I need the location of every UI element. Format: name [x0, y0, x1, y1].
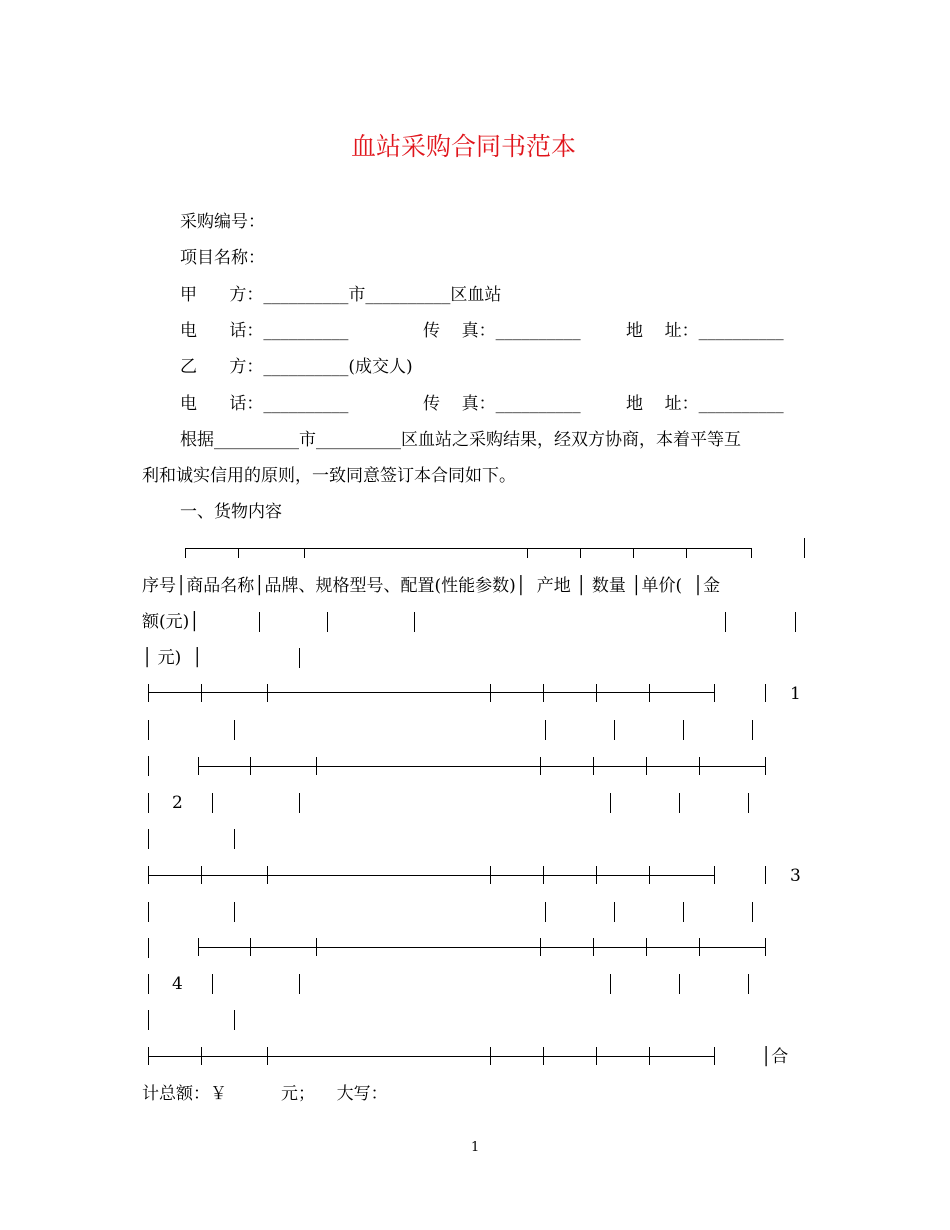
- table-rule: [148, 692, 714, 693]
- table-tick: [198, 938, 199, 956]
- table-tick: [198, 757, 199, 775]
- table-cell-divider: [683, 902, 684, 922]
- party-a-address: 地 址：__________: [626, 321, 784, 341]
- table-tick: [238, 548, 239, 558]
- table-tick: [649, 1047, 650, 1065]
- table-tick: [490, 1047, 491, 1065]
- table-total-tail: │合: [761, 1047, 789, 1067]
- table-cell-divider: [414, 612, 415, 632]
- table-cell-divider: [752, 902, 753, 922]
- table-tick: [267, 866, 268, 884]
- table-cell-divider: [610, 793, 611, 813]
- table-tick: [596, 866, 597, 884]
- table-cell-divider: [148, 902, 149, 922]
- table-tick: [250, 757, 251, 775]
- table-cell-divider: [259, 612, 260, 632]
- purchase-number-label: 采购编号：: [180, 212, 265, 232]
- table-cell-divider: [545, 720, 546, 740]
- table-cell-divider: [234, 720, 235, 740]
- table-cell-divider: [148, 720, 149, 740]
- table-tick: [148, 684, 149, 702]
- table-cell-divider: [683, 720, 684, 740]
- table-tick: [148, 756, 149, 776]
- party-b-fax: 传 真：__________: [423, 394, 581, 414]
- total-amount-line: 计总额：￥ 元； 大写：: [142, 1084, 388, 1104]
- table-cell-divider: [299, 974, 300, 994]
- table-cell-divider: [234, 1010, 235, 1030]
- table-row-number: 1: [790, 684, 801, 704]
- section-heading-goods: 一、货物内容: [180, 502, 282, 522]
- table-tick: [540, 757, 541, 775]
- table-cell-divider: [234, 829, 235, 849]
- table-cell-divider: [725, 612, 726, 632]
- table-top-rule: [185, 548, 751, 549]
- table-cell-divider: [795, 612, 796, 632]
- table-cell-divider: [148, 829, 149, 849]
- party-b-phone: 电 话：__________: [180, 394, 349, 414]
- table-tick: [596, 1047, 597, 1065]
- table-tick: [540, 938, 541, 956]
- table-tick: [250, 938, 251, 956]
- table-tick: [714, 1047, 715, 1065]
- table-tick: [201, 684, 202, 702]
- table-tick: [527, 548, 528, 558]
- table-tick: [267, 1047, 268, 1065]
- table-cell-divider: [679, 974, 680, 994]
- table-tick: [543, 684, 544, 702]
- table-cell-divider: [212, 793, 213, 813]
- page-number: 1: [471, 1140, 480, 1155]
- table-tick: [699, 938, 700, 956]
- table-tick: [593, 757, 594, 775]
- table-cell-divider: [234, 902, 235, 922]
- table-tick: [686, 548, 687, 558]
- table-tick: [751, 548, 752, 558]
- table-tick: [148, 1047, 149, 1065]
- table-tick: [543, 866, 544, 884]
- table-header-row-1: 序号│商品名称│品牌、规格型号、配置(性能参数)│ 产地 │ 数量 │单价( │金: [142, 576, 721, 596]
- table-tick: [714, 866, 715, 884]
- party-b-address: 地 址：__________: [626, 394, 784, 414]
- table-tick: [596, 684, 597, 702]
- table-row-number: 2: [172, 793, 183, 813]
- table-rule: [148, 875, 714, 876]
- table-tick: [201, 866, 202, 884]
- party-a-fax: 传 真：__________: [423, 321, 581, 341]
- table-tick: [148, 938, 149, 958]
- table-tick: [633, 548, 634, 558]
- intro-paragraph-line-2: 利和诚实信用的原则，一致同意签订本合同如下。: [142, 466, 516, 486]
- document-title: 血站采购合同书范本: [351, 132, 577, 161]
- table-tick: [490, 866, 491, 884]
- table-cell-divider: [748, 793, 749, 813]
- table-tick: [201, 1047, 202, 1065]
- table-tick: [267, 684, 268, 702]
- table-tick: [646, 938, 647, 956]
- table-cell-divider: [148, 974, 149, 994]
- intro-paragraph-line-1: 根据__________市__________区血站之采购结果，经双方协商，本着平等互: [180, 430, 741, 450]
- table-cell-divider: [148, 793, 149, 813]
- table-cell-divider: [748, 974, 749, 994]
- table-tick: [543, 1047, 544, 1065]
- table-cell-divider: [614, 720, 615, 740]
- table-header-row-3: │ 元) │: [142, 648, 203, 668]
- table-cell-divider: [679, 793, 680, 813]
- table-tick: [304, 548, 305, 558]
- table-row-number: 3: [790, 866, 801, 886]
- table-tick: [490, 684, 491, 702]
- table-tick: [316, 757, 317, 775]
- table-rule: [198, 947, 765, 948]
- party-b-line: 乙 方：__________(成交人): [180, 357, 413, 377]
- party-a-phone: 电 话：__________: [180, 321, 349, 341]
- table-cell-divider: [610, 974, 611, 994]
- table-bottom-rule: [148, 1056, 714, 1057]
- table-rule: [198, 766, 765, 767]
- table-cell-divider: [212, 974, 213, 994]
- table-tick: [148, 866, 149, 884]
- table-tick: [649, 866, 650, 884]
- table-tick: [804, 538, 805, 558]
- table-cell-divider: [299, 793, 300, 813]
- table-tick: [580, 548, 581, 558]
- table-tick: [593, 938, 594, 956]
- table-cell-divider: [327, 612, 328, 632]
- table-cell-divider: [545, 902, 546, 922]
- table-cell-divider: [614, 902, 615, 922]
- table-tick: [765, 866, 766, 884]
- project-name-label: 项目名称：: [180, 248, 265, 268]
- table-tick: [765, 684, 766, 702]
- table-tick: [765, 757, 766, 775]
- table-tick: [646, 757, 647, 775]
- table-tick: [185, 548, 186, 558]
- table-cell-divider: [299, 648, 300, 668]
- table-cell-divider: [752, 720, 753, 740]
- table-tick: [714, 684, 715, 702]
- table-cell-divider: [148, 1010, 149, 1030]
- table-header-row-2: 额(元)│: [142, 612, 200, 632]
- table-tick: [316, 938, 317, 956]
- party-a-line: 甲 方：__________市__________区血站: [180, 285, 502, 305]
- table-tick: [765, 938, 766, 956]
- table-tick: [699, 757, 700, 775]
- table-tick: [649, 684, 650, 702]
- table-row-number: 4: [172, 974, 183, 994]
